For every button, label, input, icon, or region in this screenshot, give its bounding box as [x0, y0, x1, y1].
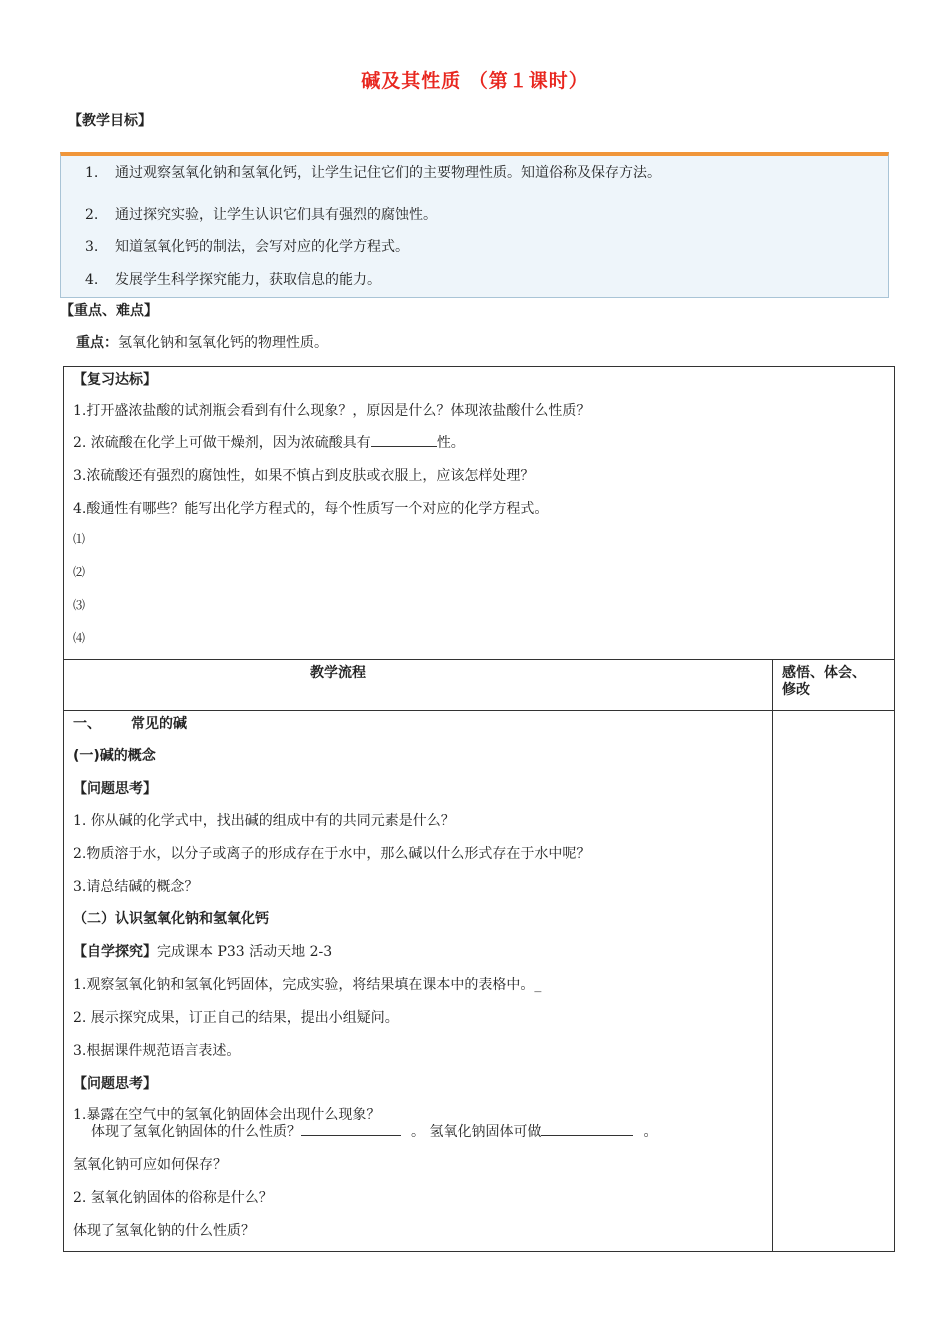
review-question: 1.打开盛浓盐酸的试剂瓶会看到有什么现象？，原因是什么？体现浓盐酸什么性质？: [73, 403, 591, 419]
review-question: 3.浓硫酸还有强烈的腐蚀性，如果不慎占到皮肤或衣服上，应该怎样处理？: [73, 468, 535, 484]
think-question: 1. 你从碱的化学式中，找出碱的组成中有的共同元素是什么？: [73, 813, 455, 829]
goal-item: 1. 通过观察氢氧化钠和氢氧化钙，让学生记住它们的主要物理性质。知道俗称及保存方法。: [85, 165, 661, 181]
goal-item: 4. 发展学生科学探究能力，获取信息的能力。: [85, 272, 381, 288]
page-title: 碱及其性质 （第１课时）: [361, 70, 589, 92]
goal-item: 2. 通过探究实验，让学生认识它们具有强烈的腐蚀性。: [85, 207, 437, 223]
answer-slot-label: ⑶: [73, 598, 86, 612]
review-question: 4.酸通性有哪些？能写出化学方程式的，每个性质写一个对应的化学方程式。: [73, 501, 549, 517]
section-number: 一、: [73, 716, 101, 732]
self-study-step: 3.根据课件规范语言表述。: [73, 1043, 241, 1059]
table-column-divider: [772, 659, 773, 1252]
think-question: 体现了氢氧化钠的什么性质？: [73, 1223, 255, 1239]
review-heading: 【复习达标】: [73, 372, 157, 388]
answer-slot-label: ⑷: [73, 631, 86, 645]
section-title: 常见的碱: [131, 716, 187, 732]
think-question: 氢氧化钠可应如何保存？: [73, 1157, 227, 1173]
self-study-line: 【自学探究】完成课本 P33 活动天地 2-3: [73, 944, 333, 960]
key-points-text: 氢氧化钠和氢氧化钙的物理性质。: [118, 335, 328, 351]
fill-blank[interactable]: [541, 1121, 633, 1136]
table-divider: [63, 710, 895, 711]
think-question: 3.请总结碱的概念？: [73, 879, 199, 895]
subsection-title: （二）认识氢氧化钠和氢氧化钙: [73, 911, 269, 927]
self-study-step: 2. 展示探究成果，订正自己的结果，提出小组疑问。: [73, 1010, 399, 1026]
think-heading: 【问题思考】: [73, 1076, 157, 1092]
key-points-heading: 【重点、难点】: [60, 303, 158, 319]
think-heading: 【问题思考】: [73, 781, 157, 797]
think-question: 2.物质溶于水，以分子或离子的形成存在于水中，那么碱以什么形式存在于水中呢？: [73, 846, 591, 862]
self-study-step: 1.观察氢氧化钠和氢氧化钙固体，完成实验，将结果填在课本中的表格中。_: [73, 977, 542, 993]
goal-item: 3. 知道氢氧化钙的制法，会写对应的化学方程式。: [85, 239, 409, 255]
table-divider: [63, 659, 895, 660]
teaching-goals-heading: 【教学目标】: [68, 113, 152, 129]
key-points-line: [76, 332, 328, 352]
think-question: 1.暴露在空气中的氢氧化钠固体会出现什么现象？: [73, 1107, 381, 1123]
think-question: 2. 氢氧化钠固体的俗称是什么？: [73, 1190, 273, 1206]
answer-slot-label: ⑴: [73, 532, 86, 546]
column-header-notes-line2: 修改: [782, 682, 810, 698]
subsection-title: (一)碱的概念: [73, 748, 156, 764]
fill-blank[interactable]: [371, 432, 437, 447]
column-header-notes: 感悟、体会、: [782, 665, 866, 681]
think-question: 体现了氢氧化钠固体的什么性质？ 。 氢氧化钠固体可做 。: [91, 1121, 657, 1141]
teaching-goals-box: [60, 152, 889, 298]
key-points-label: 重点：: [76, 335, 118, 351]
answer-slot-label: ⑵: [73, 565, 86, 579]
column-header-flow: 教学流程: [310, 665, 366, 681]
review-question: 2. 浓硫酸在化学上可做干燥剂，因为浓硫酸具有 性。: [73, 432, 465, 452]
fill-blank[interactable]: [301, 1121, 401, 1136]
